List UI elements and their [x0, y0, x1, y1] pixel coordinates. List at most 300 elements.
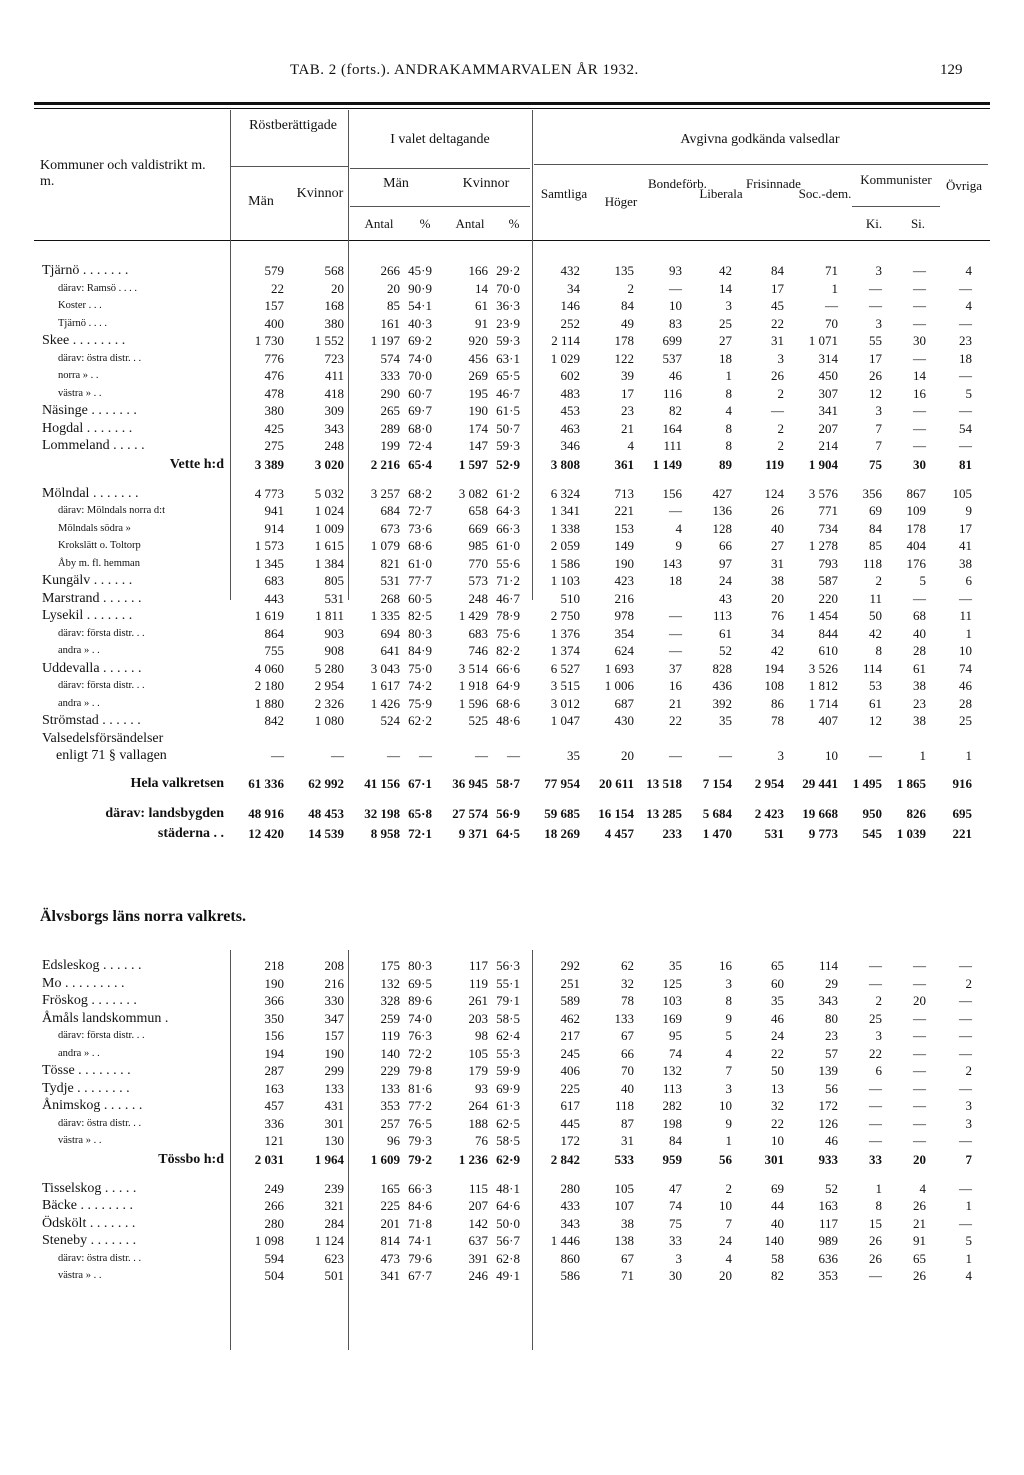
table-cell: 70·0: [408, 368, 432, 384]
table-cell: 30: [669, 1268, 682, 1284]
table-cell: 40·3: [408, 315, 432, 331]
table-cell: 658: [468, 503, 488, 519]
col-participated-header: I valet deltagande: [390, 132, 490, 147]
table-cell: 404: [906, 538, 926, 554]
row-label: Åby m. fl. hemman: [58, 557, 140, 569]
table-cell: 1 047: [550, 713, 580, 729]
table-cell: 1: [965, 1250, 972, 1266]
table-cell: 8: [725, 438, 732, 454]
table-cell: 908: [324, 643, 344, 659]
table-cell: 35: [719, 713, 732, 729]
table-cell: 26: [771, 503, 784, 519]
table-row: [34, 992, 974, 1010]
table-cell: 66·6: [496, 660, 520, 676]
table-cell: 59·9: [496, 1063, 520, 1079]
table-cell: 624: [614, 643, 634, 659]
table-cell: 24: [719, 1233, 732, 1249]
table-cell: 68·2: [408, 485, 432, 501]
table-cell: 75: [669, 1215, 682, 1231]
table-cell: 207: [468, 1198, 488, 1214]
row-label: västra » . .: [58, 1135, 102, 1147]
table-cell: 1 029: [550, 350, 580, 366]
table-cell: 695: [952, 806, 972, 821]
table-cell: 4: [965, 263, 972, 279]
table-cell: —: [387, 747, 400, 763]
table-cell: 140: [380, 1045, 400, 1061]
table-cell: 146: [560, 298, 580, 314]
table-cell: 46·7: [496, 590, 520, 606]
table-cell: 343: [324, 420, 344, 436]
table-cell: 60·5: [408, 590, 432, 606]
table-row: [34, 520, 974, 538]
table-cell: 3 808: [550, 457, 580, 472]
table-cell: 77 954: [544, 776, 580, 791]
table-cell: 23: [825, 1028, 838, 1044]
table-cell: 3 576: [808, 485, 838, 501]
table-cell: 132: [662, 1063, 682, 1079]
table-cell: 734: [818, 520, 838, 536]
table-cell: 683: [468, 625, 488, 641]
section-title-alvsborg: Älvsborgs läns norra valkrets.: [40, 908, 246, 925]
table-cell: 81·6: [408, 1080, 432, 1096]
table-cell: 75·0: [408, 660, 432, 676]
table-cell: 10: [719, 1098, 732, 1114]
row-label: Mölndal . . . . . . .: [42, 485, 139, 501]
row-label: Tydje . . . . . . . .: [42, 1080, 130, 1096]
row-label: Hogdal . . . . . . .: [42, 420, 133, 436]
table-cell: 62·8: [496, 1250, 520, 1266]
table-cell: 117: [468, 958, 488, 974]
table-cell: 26: [869, 1250, 882, 1266]
table-cell: 959: [662, 1152, 682, 1167]
table-cell: 391: [468, 1250, 488, 1266]
table-cell: 59 685: [544, 806, 580, 821]
table-cell: 473: [380, 1250, 400, 1266]
table-row: [34, 730, 974, 764]
table-cell: 84: [621, 298, 634, 314]
table-cell: —: [913, 420, 926, 436]
table-cell: 5: [919, 573, 926, 589]
table-row: [34, 1150, 974, 1170]
table-cell: 172: [818, 1098, 838, 1114]
table-cell: [636, 590, 684, 608]
table-cell: 1 596: [458, 695, 488, 711]
table-cell: 356: [862, 485, 882, 501]
row-label: därav: första distr. . .: [58, 1030, 145, 1042]
table-cell: 1: [965, 625, 972, 641]
table-cell: 299: [324, 1063, 344, 1079]
table-cell: 188: [468, 1115, 488, 1131]
hdr-line: [350, 206, 530, 207]
table-cell: 190: [468, 403, 488, 419]
table-cell: 1 197: [370, 333, 400, 349]
table-cell: 617: [560, 1098, 580, 1114]
table-cell: 14: [719, 280, 732, 296]
table-cell: 125: [662, 975, 682, 991]
table-cell: 257: [380, 1115, 400, 1131]
table-cell: 4: [675, 520, 682, 536]
table-cell: 249: [264, 1180, 284, 1196]
table-cell: 168: [324, 298, 344, 314]
table-cell: 333: [380, 368, 400, 384]
table-cell: 46: [825, 1133, 838, 1149]
row-label: därav: Ramsö . . . .: [58, 282, 138, 294]
col-men-antal: Antal: [364, 216, 394, 231]
table-cell: 28: [913, 643, 926, 659]
table-cell: 289: [380, 420, 400, 436]
table-cell: 3: [875, 403, 882, 419]
table-cell: 504: [264, 1268, 284, 1284]
table-cell: 80: [825, 1010, 838, 1026]
table-cell: 75·9: [408, 695, 432, 711]
table-cell: 55·6: [496, 555, 520, 571]
col-district-header: Kommuner och valdistrikt m. m.: [40, 158, 206, 189]
table-cell: 301: [764, 1152, 784, 1167]
table-cell: 445: [560, 1115, 580, 1131]
table-cell: 16: [669, 678, 682, 694]
table-cell: 33: [669, 1233, 682, 1249]
table-cell: 113: [712, 608, 732, 624]
table-cell: 3: [777, 747, 784, 763]
col-voters-women: Kvinnor: [296, 186, 344, 201]
table-cell: 1 039: [896, 826, 926, 841]
table-cell: 56·7: [496, 1233, 520, 1249]
table-cell: 23: [959, 333, 972, 349]
table-cell: 1 693: [604, 660, 634, 676]
table-cell: 30: [913, 457, 926, 472]
table-cell: 67: [621, 1028, 634, 1044]
table-cell: 61: [719, 625, 732, 641]
table-cell: 75·6: [496, 625, 520, 641]
table-cell: 261: [468, 993, 488, 1009]
table-cell: 73·6: [408, 520, 432, 536]
table-cell: 259: [380, 1010, 400, 1026]
table-cell: 251: [560, 975, 580, 991]
table-cell: 216: [324, 975, 344, 991]
table-cell: 1 009: [314, 520, 344, 536]
table-cell: 501: [324, 1268, 344, 1284]
table-cell: 15: [869, 1215, 882, 1231]
table-cell: 77·2: [408, 1098, 432, 1114]
table-cell: 864: [264, 625, 284, 641]
table-cell: 20: [771, 590, 784, 606]
table-cell: 4: [725, 403, 732, 419]
table-cell: 157: [264, 298, 284, 314]
table-row: [34, 677, 974, 695]
table-cell: 40: [771, 520, 784, 536]
table-cell: 60·7: [408, 385, 432, 401]
table-cell: 42: [869, 625, 882, 641]
table-row: [34, 975, 974, 993]
table-cell: 71: [621, 1268, 634, 1284]
table-cell: 430: [614, 713, 634, 729]
table-cell: 366: [264, 993, 284, 1009]
table-cell: 392: [712, 695, 732, 711]
table-cell: 79·1: [496, 993, 520, 1009]
table-cell: 105: [614, 1180, 634, 1196]
table-cell: 2 954: [754, 776, 784, 791]
table-cell: 84·9: [408, 643, 432, 659]
table-cell: 755: [264, 643, 284, 659]
table-cell: 1 812: [808, 678, 838, 694]
table-cell: 4: [725, 1045, 732, 1061]
table-cell: 3 020: [314, 457, 344, 472]
row-label: därav: första distr. . .: [58, 680, 145, 692]
table-cell: 58·5: [496, 1010, 520, 1026]
table-cell: —: [959, 1180, 972, 1196]
table-cell: 61: [869, 695, 882, 711]
top-rule-thin: [34, 108, 990, 109]
table-cell: 3: [965, 1098, 972, 1114]
table-cell: 164: [662, 420, 682, 436]
table-cell: 27 574: [452, 806, 488, 821]
table-cell: 450: [818, 368, 838, 384]
table-cell: 478: [264, 385, 284, 401]
table-cell: 10: [669, 298, 682, 314]
table-cell: 48 916: [248, 806, 284, 821]
table-cell: 190: [614, 555, 634, 571]
hdr-line: [230, 166, 348, 167]
col-participated-women: Kvinnor: [462, 176, 510, 191]
table-cell: 58: [771, 1250, 784, 1266]
table-cell: 68·6: [496, 695, 520, 711]
table-cell: 1 384: [314, 555, 344, 571]
table-cell: 22: [771, 1115, 784, 1131]
row-label: Tössbo h:d: [158, 1152, 224, 1167]
table-cell: 1 024: [314, 503, 344, 519]
table-cell: 82: [771, 1268, 784, 1284]
table-cell: 248: [324, 438, 344, 454]
table-cell: 56·9: [496, 806, 520, 821]
table-cell: —: [913, 1010, 926, 1026]
table-cell: —: [959, 315, 972, 331]
table-cell: —: [913, 1063, 926, 1079]
table-cell: 2 180: [254, 678, 284, 694]
table-cell: 156: [264, 1028, 284, 1044]
table-cell: 1 345: [254, 555, 284, 571]
table-cell: 636: [818, 1250, 838, 1266]
table-cell: 132: [380, 975, 400, 991]
table-cell: 330: [324, 993, 344, 1009]
table-cell: 4 773: [254, 485, 284, 501]
table-cell: 28: [959, 695, 972, 711]
table-cell: 568: [324, 263, 344, 279]
table-cell: —: [959, 1080, 972, 1096]
table-cell: 17: [771, 280, 784, 296]
row-label: andra » . .: [58, 697, 100, 709]
table-cell: 119: [765, 457, 784, 472]
table-cell: 75: [869, 457, 882, 472]
table-cell: 1 079: [370, 538, 400, 554]
row-label: Tösse . . . . . . . .: [42, 1063, 131, 1079]
table-cell: 5 032: [314, 485, 344, 501]
table-cell: 457: [264, 1098, 284, 1114]
spacer-row: [34, 475, 974, 485]
table-cell: 594: [264, 1250, 284, 1266]
table-row: [34, 1080, 974, 1098]
table-cell: 229: [380, 1063, 400, 1079]
table-cell: 2 842: [550, 1152, 580, 1167]
table-cell: 1 495: [852, 776, 882, 791]
table-row: [34, 402, 974, 420]
table-cell: 989: [818, 1233, 838, 1249]
table-cell: 49: [621, 315, 634, 331]
table-cell: —: [419, 747, 432, 763]
table-cell: —: [959, 403, 972, 419]
table-cell: 531: [764, 826, 784, 841]
table-cell: 82·2: [496, 643, 520, 659]
table-cell: 69·7: [408, 403, 432, 419]
table-cell: 116: [662, 385, 682, 401]
table-cell: 74: [959, 660, 972, 676]
table-cell: 153: [614, 520, 634, 536]
table-cell: 18 269: [544, 826, 580, 841]
table-cell: 40: [771, 1215, 784, 1231]
table-cell: 118: [862, 555, 882, 571]
table-cell: 246: [468, 1268, 488, 1284]
table-cell: 287: [264, 1063, 284, 1079]
table-cell: 46: [959, 678, 972, 694]
table-cell: 3: [675, 1250, 682, 1266]
table-cell: 31: [771, 555, 784, 571]
row-label: Ånimskog . . . . . .: [42, 1098, 143, 1114]
table-cell: 1 446: [550, 1233, 580, 1249]
row-label-line2: enligt 71 § vallagen: [56, 747, 167, 763]
table-cell: 66: [621, 1045, 634, 1061]
table-cell: 347: [324, 1010, 344, 1026]
table-cell: 12: [869, 385, 882, 401]
table-cell: 545: [862, 826, 882, 841]
table-cell: 699: [662, 333, 682, 349]
row-label: Mo . . . . . . . . .: [42, 975, 125, 991]
table-cell: 117: [818, 1215, 838, 1231]
row-label: Bäcke . . . . . . . .: [42, 1198, 133, 1214]
table-cell: 35: [771, 993, 784, 1009]
table-cell: 78: [621, 993, 634, 1009]
table-cell: 1 236: [458, 1152, 488, 1167]
table-cell: 950: [862, 806, 882, 821]
col-si: Si.: [910, 216, 926, 231]
table-cell: 65·5: [496, 368, 520, 384]
table-cell: 53: [869, 678, 882, 694]
table-cell: 128: [712, 520, 732, 536]
table-cell: 407: [818, 713, 838, 729]
table-cell: 65: [771, 958, 784, 974]
table-cell: 26: [913, 1268, 926, 1284]
table-cell: 1 573: [254, 538, 284, 554]
table-cell: 1 730: [254, 333, 284, 349]
table-cell: 72·2: [408, 1045, 432, 1061]
table-row: [34, 660, 974, 678]
table-cell: 268: [380, 590, 400, 606]
table-cell: 2: [965, 1063, 972, 1079]
table-cell: 85: [387, 298, 400, 314]
table-cell: 130: [324, 1133, 344, 1149]
table-cell: 1 552: [314, 333, 344, 349]
table-cell: 45·9: [408, 263, 432, 279]
table-cell: 2: [965, 975, 972, 991]
table-cell: —: [869, 1115, 882, 1131]
table-cell: 30: [913, 333, 926, 349]
table-cell: 38: [621, 1215, 634, 1231]
row-label: västra » . .: [58, 1270, 102, 1282]
table-cell: 96: [387, 1133, 400, 1149]
table-cell: 93: [475, 1080, 488, 1096]
table-cell: 463: [560, 420, 580, 436]
row-label: Hela valkretsen: [130, 776, 224, 791]
table-cell: —: [669, 747, 682, 763]
table-cell: 3 389: [254, 457, 284, 472]
table-cell: 179: [468, 1063, 488, 1079]
table-cell: 867: [906, 485, 926, 501]
table-cell: 252: [560, 315, 580, 331]
table-cell: 56·3: [496, 958, 520, 974]
table-cell: 3 082: [458, 485, 488, 501]
table-cell: 860: [560, 1250, 580, 1266]
table-cell: 602: [560, 368, 580, 384]
table-cell: 8: [725, 993, 732, 1009]
table-cell: 22: [271, 280, 284, 296]
table-cell: 46·7: [496, 385, 520, 401]
table-cell: 579: [264, 263, 284, 279]
table-cell: 38: [771, 573, 784, 589]
table-cell: 38: [913, 678, 926, 694]
table-row: [34, 297, 974, 315]
table-cell: 62: [621, 958, 634, 974]
table-cell: 341: [380, 1268, 400, 1284]
table-cell: 5 280: [314, 660, 344, 676]
table-cell: 93: [669, 263, 682, 279]
table-cell: 32: [621, 975, 634, 991]
table-cell: —: [959, 1215, 972, 1231]
table-cell: 26: [869, 368, 882, 384]
table-cell: 436: [712, 678, 732, 694]
table-cell: 40: [913, 625, 926, 641]
table-cell: 69·9: [496, 1080, 520, 1096]
table-cell: 814: [380, 1233, 400, 1249]
table-cell: —: [869, 747, 882, 763]
table-cell: 36·3: [496, 298, 520, 314]
table-cell: —: [331, 747, 344, 763]
table-cell: 8: [875, 1198, 882, 1214]
table-cell: 83: [669, 315, 682, 331]
table-cell: 61·3: [496, 1098, 520, 1114]
table-cell: 67·7: [408, 1268, 432, 1284]
table-row: [34, 262, 974, 280]
table-cell: 400: [264, 315, 284, 331]
table-cell: 23: [621, 403, 634, 419]
table-cell: 21: [669, 695, 682, 711]
table-cell: 85: [869, 538, 882, 554]
table-cell: 118: [614, 1098, 634, 1114]
table-cell: 353: [380, 1098, 400, 1114]
row-label: därav: Mölndals norra d:t: [58, 505, 166, 517]
table-cell: 828: [712, 660, 732, 676]
table-cell: 341: [818, 403, 838, 419]
table-cell: 11: [869, 590, 882, 606]
table-cell: 248: [468, 590, 488, 606]
col-frisinnade: Frisinnade: [746, 176, 801, 191]
table-cell: 56: [719, 1152, 732, 1167]
table-cell: 314: [818, 350, 838, 366]
running-title: TAB. 2 (forts.). ANDRAKAMMARVALEN ÅR 1932.: [290, 62, 639, 78]
col-ballots-header: Avgivna godkända valsedlar: [680, 132, 840, 147]
table-cell: 89·6: [408, 993, 432, 1009]
table-cell: 41 156: [364, 776, 400, 791]
table-cell: 27: [719, 333, 732, 349]
table-cell: 36 945: [452, 776, 488, 791]
table-cell: 74: [669, 1198, 682, 1214]
